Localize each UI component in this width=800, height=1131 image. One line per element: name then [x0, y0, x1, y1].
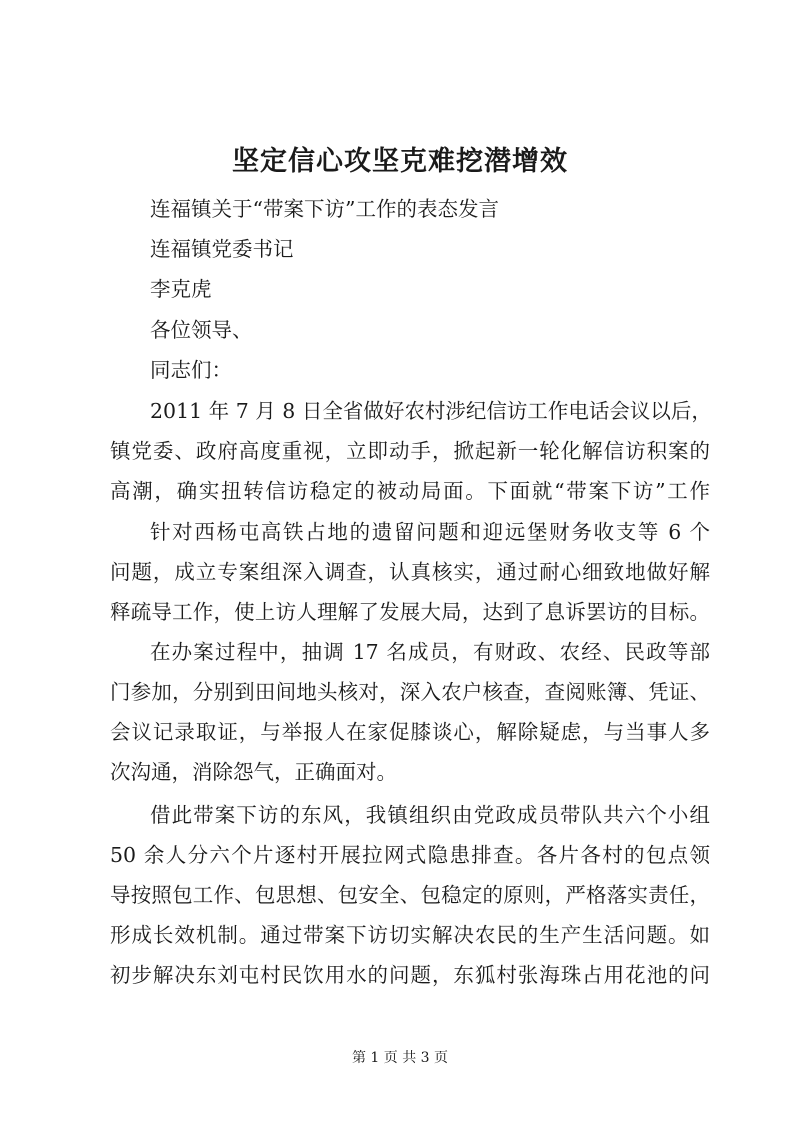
paragraph-1-line-2: 镇党委、政府高度重视，立即动手，掀起新一轮化解信访积案的 — [110, 439, 710, 463]
page-footer: 第 1 页 共 3 页 — [351, 1050, 449, 1066]
author-name: 李克虎 — [150, 277, 212, 301]
paragraph-2-line-1: 针对西杨屯高铁占地的遗留问题和迎远堡财务收支等 6 个 — [150, 520, 710, 544]
paragraph-4-line-1: 借此带案下访的东风，我镇组织由党政成员带队共六个小组 — [150, 803, 710, 827]
paragraph-1-line-3: 高潮，确实扭转信访稳定的被动局面。下面就“带案下访”工作 — [110, 479, 710, 503]
paragraph-2-line-2: 问题，成立专案组深入调查，认真核实，通过耐心细致地做好解 — [110, 560, 710, 584]
author-title: 连福镇党委书记 — [150, 237, 294, 261]
paragraph-3-line-1: 在办案过程中，抽调 17 名成员，有财政、农经、民政等部 — [150, 640, 710, 664]
paragraph-3-line-2: 门参加，分别到田间地头核对，深入农户核查，查阅账簿、凭证、 — [110, 680, 710, 704]
subtitle: 连福镇关于“带案下访”工作的表态发言 — [150, 197, 499, 221]
greeting-comrades: 同志们： — [150, 358, 232, 382]
paragraph-4-line-2: 50 余人分六个片逐村开展拉网式隐患排查。各片各村的包点领 — [110, 843, 710, 867]
greeting-leaders: 各位领导、 — [150, 318, 253, 342]
paragraph-3-line-4: 次沟通，消除怨气，正确面对。 — [110, 760, 397, 784]
paragraph-4-line-4: 形成长效机制。通过带案下访切实解决农民的生产生活问题。如 — [110, 923, 710, 947]
paragraph-4-line-3: 导按照包工作、包思想、包安全、包稳定的原则，严格落实责任， — [110, 883, 710, 907]
paragraph-2-line-3: 释疏导工作，使上访人理解了发展大局，达到了息诉罢访的目标。 — [110, 600, 710, 624]
document-title: 坚定信心攻坚克难挖潜增效 — [232, 146, 568, 177]
paragraph-1-line-1: 2011 年 7 月 8 日全省做好农村涉纪信访工作电话会议以后， — [150, 399, 712, 423]
paragraph-3-line-3: 会议记录取证，与举报人在家促膝谈心，解除疑虑，与当事人多 — [110, 720, 710, 744]
paragraph-4-line-5: 初步解决东刘屯村民饮用水的问题，东狐村张海珠占用花池的问 — [110, 963, 710, 987]
